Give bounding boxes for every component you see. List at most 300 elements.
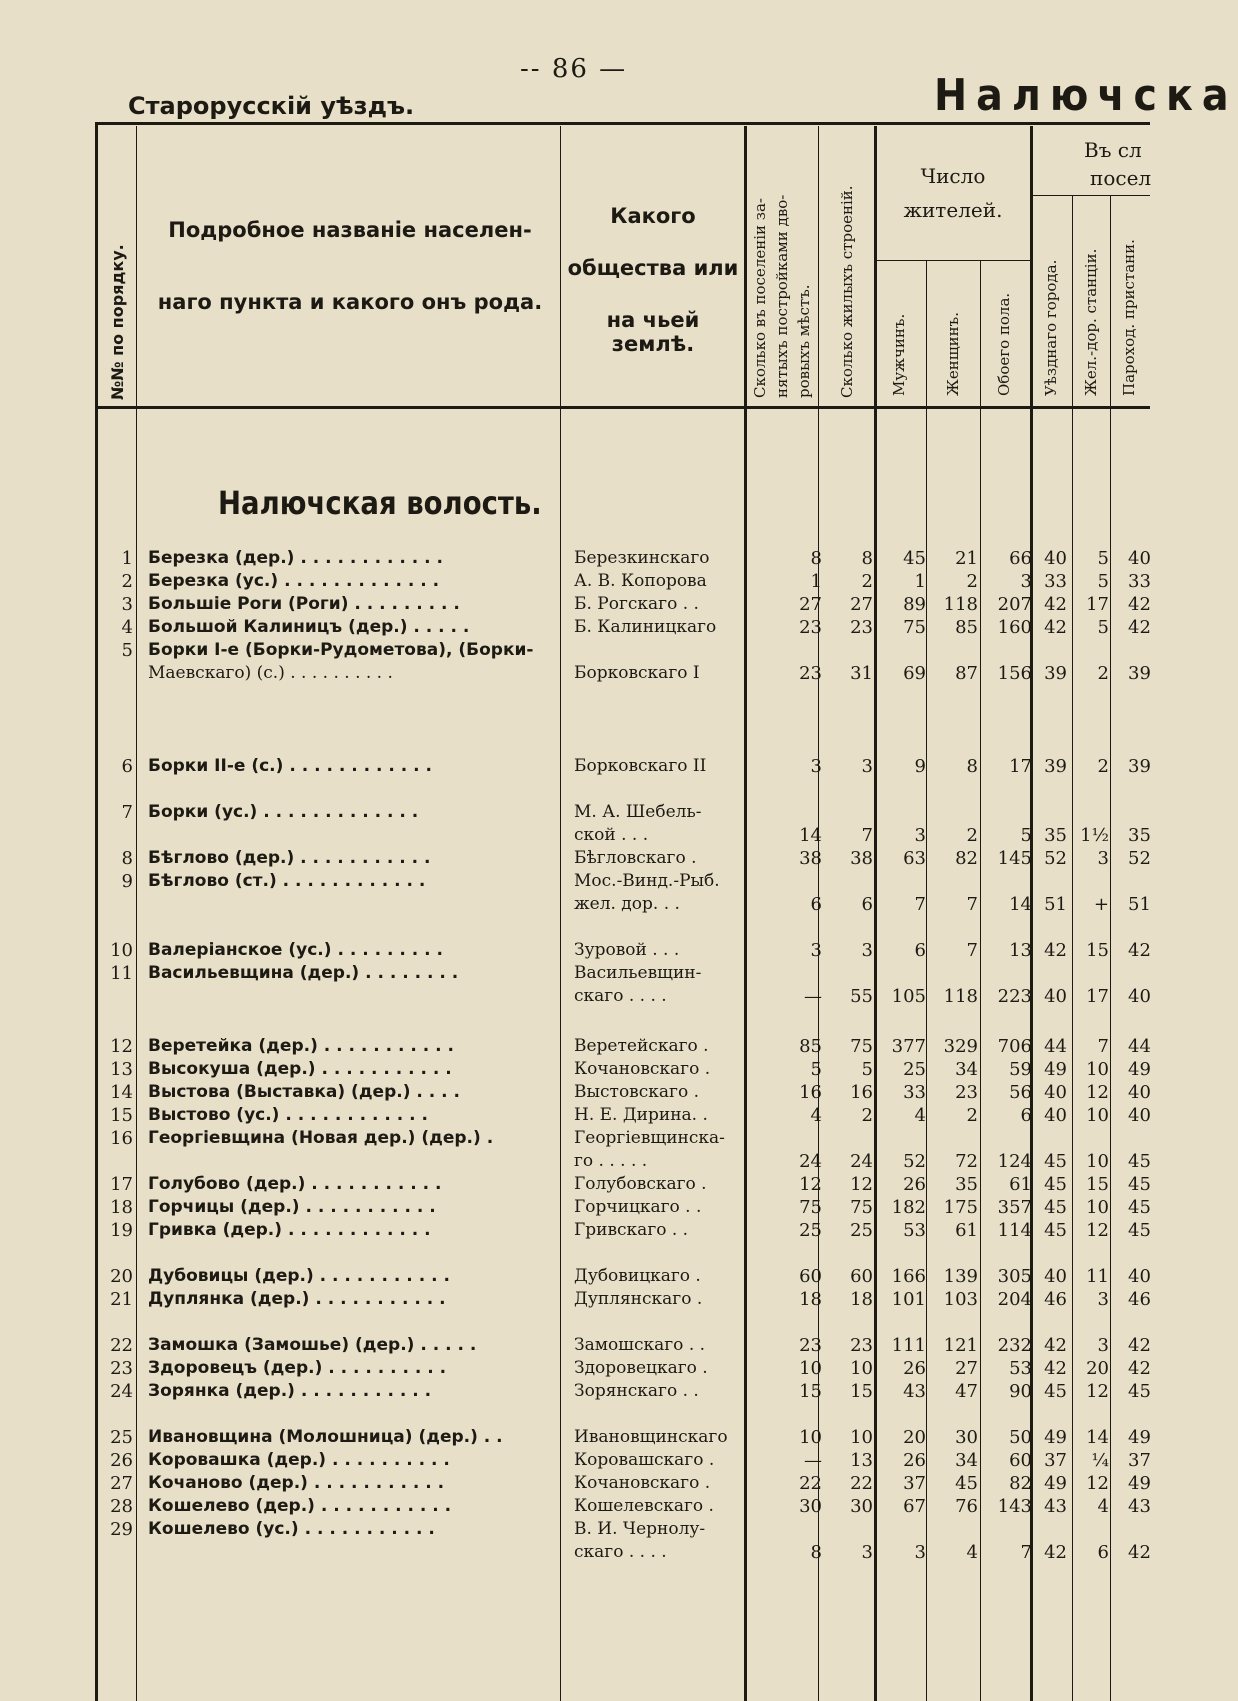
owner-society: Березкинскаго: [574, 548, 710, 568]
male-count: 33: [903, 1082, 926, 1103]
owner-society: М. А. Шебель-: [574, 802, 702, 822]
buildings-count: 23: [850, 617, 873, 638]
place-name: Веретейка (дер.) . . . . . . . . . . .: [148, 1036, 454, 1056]
owner-society: Выстовскаго .: [574, 1082, 699, 1102]
male-count: 377: [891, 1036, 926, 1057]
distance-pier: 42: [1128, 1358, 1151, 1379]
buildings-count: 75: [850, 1036, 873, 1057]
header-name-line-2: наго пункта и какого онъ рода.: [157, 290, 543, 314]
male-count: 105: [891, 986, 926, 1007]
allotments-count: 22: [799, 1473, 822, 1494]
table-row: [0, 1105, 1150, 1127]
owner-society: Здоровецкаго .: [574, 1358, 708, 1378]
distance-railway: 3: [1097, 1335, 1109, 1356]
place-name: Васильевщина (дер.) . . . . . . . .: [148, 963, 459, 983]
buildings-count: 10: [850, 1427, 873, 1448]
distance-pier: 45: [1128, 1220, 1151, 1241]
allotments-count: 15: [799, 1381, 822, 1402]
male-count: 37: [903, 1473, 926, 1494]
distance-railway: 3: [1097, 1289, 1109, 1310]
place-name: Березка (дер.) . . . . . . . . . . . .: [148, 548, 443, 568]
distance-pier: 46: [1128, 1289, 1151, 1310]
allotments-count: 1: [810, 571, 822, 592]
distance-railway: 17: [1086, 986, 1109, 1007]
table-row: [0, 756, 1150, 778]
total-count: 14: [1009, 894, 1032, 915]
male-count: 52: [903, 1151, 926, 1172]
distance-pier: 49: [1128, 1059, 1151, 1080]
distance-town: 42: [1044, 940, 1067, 961]
male-count: 89: [903, 594, 926, 615]
distance-town: 33: [1044, 571, 1067, 592]
buildings-count: 18: [850, 1289, 873, 1310]
distance-pier: 42: [1128, 1335, 1151, 1356]
table-row: [0, 1289, 1150, 1311]
allotments-count: 10: [799, 1427, 822, 1448]
owner-society: Дуплянскаго .: [574, 1289, 703, 1309]
female-count: 2: [966, 1105, 978, 1126]
distance-railway: 20: [1086, 1358, 1109, 1379]
table-row: [0, 825, 1150, 847]
table-row: [0, 571, 1150, 593]
distance-railway: 10: [1086, 1105, 1109, 1126]
male-count: 45: [903, 548, 926, 569]
table-row: [0, 1427, 1150, 1449]
female-count: 35: [955, 1174, 978, 1195]
header-col-buildings: Сколько жилыхъ строеній.: [838, 185, 856, 398]
row-number: 11: [110, 963, 133, 984]
total-count: 156: [997, 663, 1032, 684]
header-col-male: Мужчинъ.: [890, 313, 908, 396]
distance-railway: 5: [1097, 571, 1109, 592]
table-row: [0, 1128, 1150, 1150]
distance-pier: 40: [1128, 1105, 1151, 1126]
table-row: [0, 1266, 1150, 1288]
buildings-count: 7: [861, 825, 873, 846]
male-count: 67: [903, 1496, 926, 1517]
distance-railway: 2: [1097, 756, 1109, 777]
row-number: 28: [110, 1496, 133, 1517]
table-row: [0, 802, 1150, 824]
header-allot-line-1: Сколько въ поселеніи за-: [751, 198, 769, 398]
distance-railway: 3: [1097, 848, 1109, 869]
distance-railway: 12: [1086, 1473, 1109, 1494]
allotments-count: 25: [799, 1220, 822, 1241]
section-title: Налючская волость.: [218, 484, 542, 522]
buildings-count: 60: [850, 1266, 873, 1287]
distance-town: 37: [1044, 1450, 1067, 1471]
row-number: 29: [110, 1519, 133, 1540]
distance-railway: 4: [1097, 1496, 1109, 1517]
header-col-female: Женщинъ.: [944, 312, 962, 396]
allotments-count: 10: [799, 1358, 822, 1379]
distance-railway: 2: [1097, 663, 1109, 684]
row-number: 7: [121, 802, 133, 823]
owner-society: Мос.-Винд.-Рыб.: [574, 871, 720, 891]
place-name: Маевскаго) (с.) . . . . . . . . . .: [148, 663, 393, 683]
row-number: 15: [110, 1105, 133, 1126]
table-row: [0, 1381, 1150, 1403]
dist-group-rule: [1030, 195, 1150, 196]
table-top-rule: [95, 122, 1150, 125]
place-name: Кочаново (дер.) . . . . . . . . . . .: [148, 1473, 445, 1493]
place-name: Замошка (Замошье) (дер.) . . . . .: [148, 1335, 477, 1355]
owner-society: го . . . . .: [574, 1151, 648, 1171]
table-row: [0, 548, 1150, 570]
row-number: 24: [110, 1381, 133, 1402]
female-count: 45: [955, 1473, 978, 1494]
total-count: 6: [1020, 1105, 1032, 1126]
owner-society: скаго . . . .: [574, 1542, 667, 1562]
owner-society: Голубовскаго .: [574, 1174, 707, 1194]
row-number: 18: [110, 1197, 133, 1218]
header-bottom-rule: [95, 406, 1150, 409]
owner-society: Зорянскаго . .: [574, 1381, 699, 1401]
place-name: Гривка (дер.) . . . . . . . . . . . .: [148, 1220, 431, 1240]
allotments-count: —: [804, 986, 822, 1007]
distance-pier: 45: [1128, 1381, 1151, 1402]
female-count: 139: [943, 1266, 978, 1287]
distance-town: 45: [1044, 1197, 1067, 1218]
allotments-count: 30: [799, 1496, 822, 1517]
allotments-count: 5: [810, 1059, 822, 1080]
allotments-count: 8: [810, 1542, 822, 1563]
owner-society: ской . . .: [574, 825, 649, 845]
buildings-count: 12: [850, 1174, 873, 1195]
distance-railway: 10: [1086, 1059, 1109, 1080]
distance-pier: 43: [1128, 1496, 1151, 1517]
place-name: Кошелево (ус.) . . . . . . . . . . .: [148, 1519, 435, 1539]
table-row: [0, 1197, 1150, 1219]
owner-society: Кошелевскаго .: [574, 1496, 714, 1516]
buildings-count: 31: [850, 663, 873, 684]
male-count: 182: [891, 1197, 926, 1218]
header-pop-group-line-2: жителей.: [903, 198, 1003, 222]
male-count: 26: [903, 1174, 926, 1195]
row-number: 26: [110, 1450, 133, 1471]
row-number: 20: [110, 1266, 133, 1287]
distance-railway: 15: [1086, 1174, 1109, 1195]
female-count: 175: [943, 1197, 978, 1218]
header-dist-group-line-1: Въ сл: [1084, 138, 1142, 162]
distance-railway: 5: [1097, 548, 1109, 569]
header-col-rail: Жел.-дор. станціи.: [1082, 248, 1100, 396]
distance-pier: 39: [1128, 756, 1151, 777]
row-number: 25: [110, 1427, 133, 1448]
total-count: 82: [1009, 1473, 1032, 1494]
male-count: 1: [914, 571, 926, 592]
distance-railway: 6: [1097, 1542, 1109, 1563]
buildings-count: 24: [850, 1151, 873, 1172]
pop-group-rule: [874, 260, 1030, 261]
distance-town: 49: [1044, 1473, 1067, 1494]
male-count: 43: [903, 1381, 926, 1402]
place-name: Бѣглово (ст.) . . . . . . . . . . . .: [148, 871, 426, 891]
owner-society: Кочановскаго .: [574, 1473, 711, 1493]
female-count: 21: [955, 548, 978, 569]
place-name: Борки I-е (Борки-Рудометова), (Борки-: [148, 640, 534, 660]
total-count: 124: [997, 1151, 1032, 1172]
place-name: Дубовицы (дер.) . . . . . . . . . . .: [148, 1266, 450, 1286]
buildings-count: 3: [861, 1542, 873, 1563]
male-count: 6: [914, 940, 926, 961]
row-number: 14: [110, 1082, 133, 1103]
distance-railway: 12: [1086, 1381, 1109, 1402]
male-count: 7: [914, 894, 926, 915]
male-count: 26: [903, 1358, 926, 1379]
distance-town: 40: [1044, 1105, 1067, 1126]
row-number: 4: [121, 617, 133, 638]
male-count: 3: [914, 1542, 926, 1563]
place-name: Березка (ус.) . . . . . . . . . . . . .: [148, 571, 440, 591]
place-name: Выстово (ус.) . . . . . . . . . . . .: [148, 1105, 428, 1125]
row-number: 8: [121, 848, 133, 869]
allotments-count: 3: [810, 940, 822, 961]
buildings-count: 16: [850, 1082, 873, 1103]
row-number: 16: [110, 1128, 133, 1149]
owner-society: Борковскаго II: [574, 756, 707, 776]
male-count: 101: [891, 1289, 926, 1310]
distance-town: 39: [1044, 663, 1067, 684]
table-row: [0, 1059, 1150, 1081]
female-count: 76: [955, 1496, 978, 1517]
distance-railway: 17: [1086, 594, 1109, 615]
distance-railway: 12: [1086, 1220, 1109, 1241]
allotments-count: —: [804, 1450, 822, 1471]
allotments-count: 18: [799, 1289, 822, 1310]
distance-town: 44: [1044, 1036, 1067, 1057]
allotments-count: 3: [810, 756, 822, 777]
distance-pier: 40: [1128, 1266, 1151, 1287]
row-number: 6: [121, 756, 133, 777]
distance-pier: 35: [1128, 825, 1151, 846]
buildings-count: 25: [850, 1220, 873, 1241]
female-count: 4: [966, 1542, 978, 1563]
table-row: [0, 663, 1150, 685]
row-number: 5: [121, 640, 133, 661]
buildings-count: 23: [850, 1335, 873, 1356]
total-count: 207: [997, 594, 1032, 615]
male-count: 53: [903, 1220, 926, 1241]
distance-town: 45: [1044, 1220, 1067, 1241]
distance-pier: 49: [1128, 1473, 1151, 1494]
district-title: Старорусскій уѣздъ.: [128, 92, 415, 120]
distance-town: 43: [1044, 1496, 1067, 1517]
row-number: 2: [121, 571, 133, 592]
place-name: Бѣглово (дер.) . . . . . . . . . . .: [148, 848, 431, 868]
female-count: 7: [966, 940, 978, 961]
distance-pier: 44: [1128, 1036, 1151, 1057]
total-count: 61: [1009, 1174, 1032, 1195]
table-row: [0, 1036, 1150, 1058]
female-count: 87: [955, 663, 978, 684]
row-number: 12: [110, 1036, 133, 1057]
allotments-count: 23: [799, 617, 822, 638]
place-name: Здоровецъ (дер.) . . . . . . . . . .: [148, 1358, 447, 1378]
header-col-num: №№ по порядку.: [108, 244, 127, 400]
total-count: 160: [997, 617, 1032, 638]
place-name: Коровашка (дер.) . . . . . . . . . .: [148, 1450, 450, 1470]
female-count: 118: [943, 986, 978, 1007]
table-row: [0, 594, 1150, 616]
table-row: [0, 1450, 1150, 1472]
distance-town: 42: [1044, 594, 1067, 615]
row-number: 19: [110, 1220, 133, 1241]
header-owner-line-1: Какого: [610, 204, 696, 228]
owner-society: Зуровой . . .: [574, 940, 680, 960]
total-count: 53: [1009, 1358, 1032, 1379]
distance-railway: 7: [1097, 1036, 1109, 1057]
table-row: [0, 1174, 1150, 1196]
row-number: 13: [110, 1059, 133, 1080]
owner-society: Б. Калиницкаго: [574, 617, 717, 637]
table-row: [0, 1519, 1150, 1541]
distance-town: 40: [1044, 548, 1067, 569]
owner-society: Коровашскаго .: [574, 1450, 715, 1470]
table-row: [0, 848, 1150, 870]
distance-pier: 45: [1128, 1197, 1151, 1218]
total-count: 90: [1009, 1381, 1032, 1402]
table-row: [0, 640, 1150, 662]
owner-society: Георгіевщинска-: [574, 1128, 725, 1148]
distance-town: 42: [1044, 1335, 1067, 1356]
distance-town: 40: [1044, 986, 1067, 1007]
header-owner-line-3: на чьей землѣ.: [606, 308, 700, 356]
distance-pier: 51: [1128, 894, 1151, 915]
distance-town: 49: [1044, 1427, 1067, 1448]
allotments-count: 38: [799, 848, 822, 869]
owner-society: Б. Рогскаго . .: [574, 594, 699, 614]
distance-railway: 1½: [1080, 825, 1109, 846]
table-row: [0, 894, 1150, 916]
total-count: 50: [1009, 1427, 1032, 1448]
female-count: 61: [955, 1220, 978, 1241]
place-name: Горчицы (дер.) . . . . . . . . . . .: [148, 1197, 436, 1217]
distance-town: 42: [1044, 1542, 1067, 1563]
distance-pier: 42: [1128, 594, 1151, 615]
row-number: 3: [121, 594, 133, 615]
owner-society: Гривскаго . .: [574, 1220, 689, 1240]
distance-railway: 11: [1086, 1266, 1109, 1287]
row-number: 21: [110, 1289, 133, 1310]
header-owner-line-2: общества или: [567, 256, 739, 280]
table-row: [0, 963, 1150, 985]
male-count: 111: [891, 1335, 926, 1356]
header-col-total: Обоего пола.: [995, 292, 1013, 396]
distance-pier: 45: [1128, 1151, 1151, 1172]
place-name: Большіе Роги (Роги) . . . . . . . . .: [148, 594, 460, 614]
male-count: 4: [914, 1105, 926, 1126]
distance-town: 40: [1044, 1082, 1067, 1103]
male-count: 63: [903, 848, 926, 869]
female-count: 8: [966, 756, 978, 777]
female-count: 27: [955, 1358, 978, 1379]
table-row: [0, 1335, 1150, 1357]
allotments-count: 24: [799, 1151, 822, 1172]
buildings-count: 10: [850, 1358, 873, 1379]
total-count: 17: [1009, 756, 1032, 777]
row-number: 17: [110, 1174, 133, 1195]
buildings-count: 3: [861, 756, 873, 777]
female-count: 2: [966, 825, 978, 846]
row-number: 23: [110, 1358, 133, 1379]
distance-pier: 42: [1128, 1542, 1151, 1563]
allotments-count: 4: [810, 1105, 822, 1126]
allotments-count: 60: [799, 1266, 822, 1287]
distance-railway: 14: [1086, 1427, 1109, 1448]
buildings-count: 2: [861, 1105, 873, 1126]
place-name: Большой Калиницъ (дер.) . . . . .: [148, 617, 470, 637]
allotments-count: 85: [799, 1036, 822, 1057]
buildings-count: 27: [850, 594, 873, 615]
owner-society: скаго . . . .: [574, 986, 667, 1006]
table-row: [0, 986, 1150, 1008]
header-pop-group-line-1: Число: [920, 164, 986, 188]
distance-town: 39: [1044, 756, 1067, 777]
page-number: -- 86 —: [520, 54, 628, 84]
header-dist-group-line-2: посел: [1090, 166, 1152, 190]
female-count: 85: [955, 617, 978, 638]
distance-town: 42: [1044, 617, 1067, 638]
distance-railway: 10: [1086, 1151, 1109, 1172]
place-name: Дуплянка (дер.) . . . . . . . . . . .: [148, 1289, 446, 1309]
buildings-count: 38: [850, 848, 873, 869]
distance-pier: 40: [1128, 1082, 1151, 1103]
male-count: 3: [914, 825, 926, 846]
allotments-count: 23: [799, 663, 822, 684]
place-name: Выстова (Выставка) (дер.) . . . .: [148, 1082, 460, 1102]
allotments-count: 75: [799, 1197, 822, 1218]
buildings-count: 30: [850, 1496, 873, 1517]
female-count: 121: [943, 1335, 978, 1356]
female-count: 47: [955, 1381, 978, 1402]
table-row: [0, 1542, 1150, 1564]
total-count: 223: [997, 986, 1032, 1007]
total-count: 59: [1009, 1059, 1032, 1080]
total-count: 232: [997, 1335, 1032, 1356]
owner-society: Горчицкаго . .: [574, 1197, 702, 1217]
female-count: 2: [966, 571, 978, 592]
distance-pier: 45: [1128, 1174, 1151, 1195]
distance-town: 49: [1044, 1059, 1067, 1080]
place-name: Валеріанское (ус.) . . . . . . . . .: [148, 940, 443, 960]
distance-railway: ¼: [1091, 1450, 1109, 1471]
male-count: 166: [891, 1266, 926, 1287]
allotments-count: 14: [799, 825, 822, 846]
owner-society: Веретейскаго .: [574, 1036, 709, 1056]
owner-society: Борковскаго I: [574, 663, 700, 683]
distance-pier: 33: [1128, 571, 1151, 592]
total-count: 5: [1020, 825, 1032, 846]
female-count: 34: [955, 1450, 978, 1471]
allotments-count: 23: [799, 1335, 822, 1356]
distance-pier: 40: [1128, 548, 1151, 569]
distance-town: 46: [1044, 1289, 1067, 1310]
distance-pier: 52: [1128, 848, 1151, 869]
table-row: [0, 617, 1150, 639]
place-name: Голубово (дер.) . . . . . . . . . . .: [148, 1174, 442, 1194]
header-name-line-1: Подробное названіе населен-: [168, 218, 532, 242]
table-row: [0, 1358, 1150, 1380]
total-count: 204: [997, 1289, 1032, 1310]
distance-town: 35: [1044, 825, 1067, 846]
owner-society: Ивановщинскаго: [574, 1427, 728, 1447]
distance-pier: 42: [1128, 617, 1151, 638]
male-count: 25: [903, 1059, 926, 1080]
table-row: [0, 1473, 1150, 1495]
allotments-count: 8: [810, 548, 822, 569]
owner-society: Дубовицкаго .: [574, 1266, 701, 1286]
